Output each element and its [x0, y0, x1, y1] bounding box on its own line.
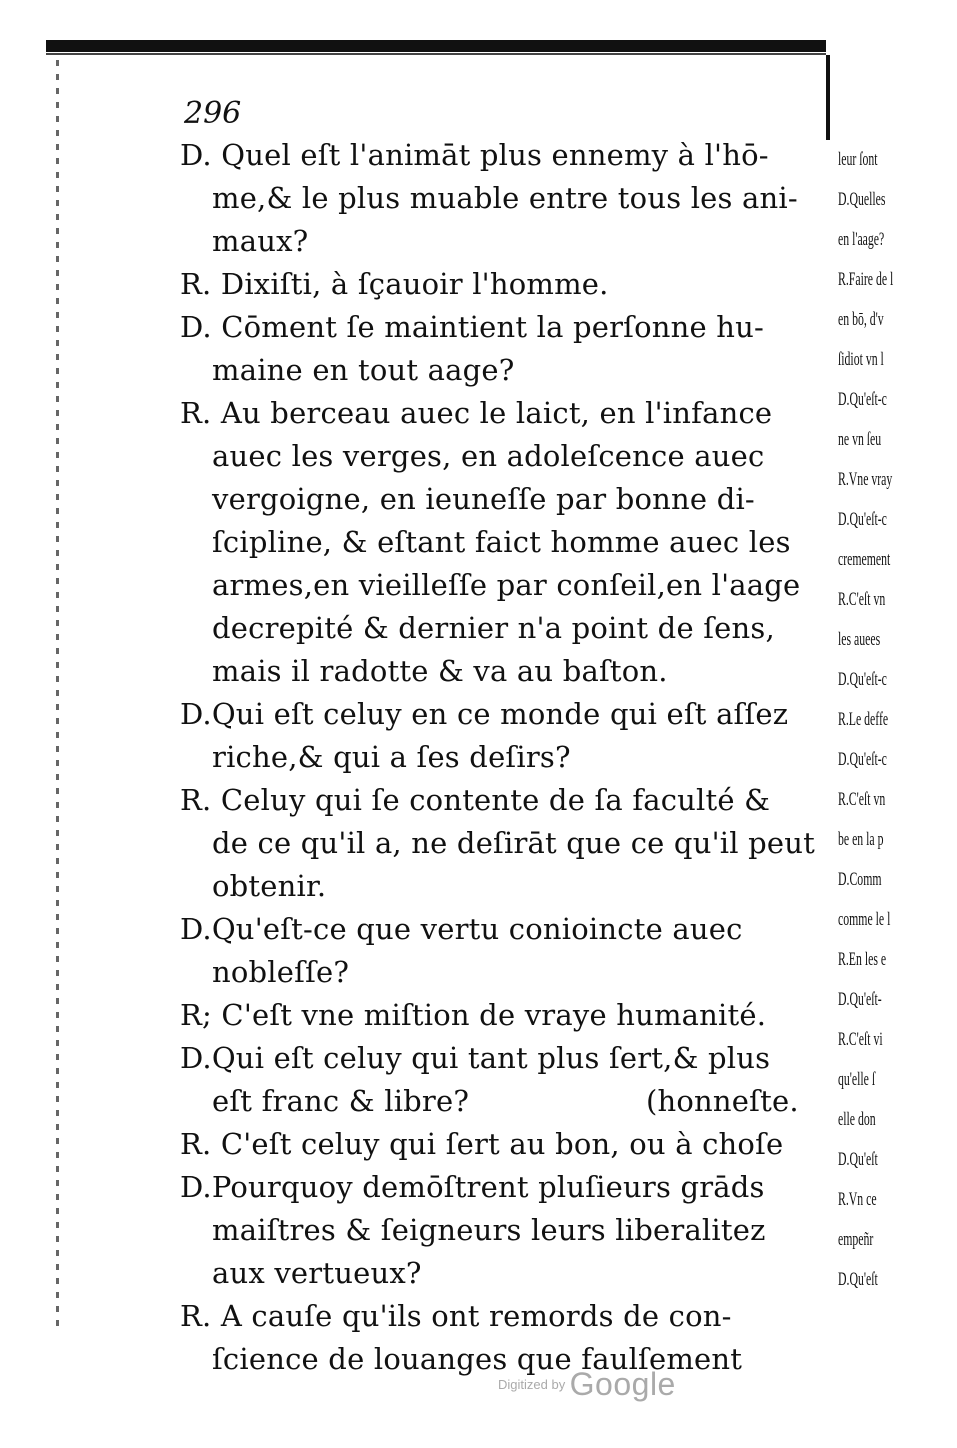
text-line: R; C'eſt vne miſtion de vraye humanité.: [180, 998, 767, 1032]
margin-line: D.Qu'eſt-: [838, 989, 882, 1010]
margin-line: qu'elle ſ: [838, 1069, 876, 1090]
margin-line: D.Qu'eſt-c: [838, 389, 887, 410]
margin-line: cremement: [838, 549, 891, 570]
text-line: mais il radotte & va au baſton.: [212, 654, 668, 688]
text-line: de ce qu'il a, ne deſirāt que ce qu'il peut: [212, 826, 815, 860]
margin-line: R.C'eſt vn: [838, 789, 886, 810]
top-rule: [46, 40, 826, 52]
margin-line: leur ſont: [838, 149, 878, 170]
margin-line: R.C'eſt vi: [838, 1029, 883, 1050]
text-line: (honneſte.: [646, 1084, 799, 1118]
text-line: me,& le plus muable entre tous les ani-: [212, 181, 798, 215]
margin-line: ſidiot vn l: [838, 349, 884, 370]
text-line: D.Qui eſt celuy qui tant plus ſert,& plus: [180, 1041, 771, 1075]
margin-line: empeñr: [838, 1229, 874, 1250]
text-line: R. A cauſe qu'ils ont remords de con-: [180, 1299, 732, 1333]
margin-line: D.Qu'eſt-c: [838, 749, 887, 770]
margin-line: D.Qu'eſt-c: [838, 509, 887, 530]
margin-line: D.Comm: [838, 869, 882, 890]
text-line: aux vertueux?: [212, 1256, 422, 1290]
margin-line: ne vn ſeu: [838, 429, 882, 450]
text-line: D.Pourquoy demōſtrent pluſieurs grāds: [180, 1170, 765, 1204]
facing-page-fragment: [838, 148, 953, 1318]
text-line: R. Dixiſti, à ſçauoir l'homme.: [180, 267, 609, 301]
text-line: D. Cōment ſe maintient la perſonne hu-: [180, 310, 765, 344]
margin-line: be en la p: [838, 829, 884, 850]
text-line: maux?: [212, 224, 309, 258]
margin-line: D.Qu'eſt: [838, 1269, 878, 1290]
google-logo: Google: [569, 1366, 676, 1402]
margin-line: D.Quelles: [838, 189, 886, 210]
top-rule-thin: [46, 53, 826, 55]
watermark-prefix: Digitized by: [498, 1377, 566, 1392]
text-line: decrepité & dernier n'a point de ſens,: [212, 611, 775, 645]
digitized-watermark: [498, 1366, 676, 1403]
margin-line: R.Vne vray: [838, 469, 893, 490]
margin-line: R.Vn ce: [838, 1189, 877, 1210]
text-line: R. Au berceau auec le laict, en l'infance: [180, 396, 773, 430]
text-line: eſt franc & libre?: [212, 1084, 470, 1118]
margin-line: les auees: [838, 629, 881, 650]
text-line: ſcipline, & eſtant faict homme auec les: [212, 525, 791, 559]
margin-line: R.C'eſt vn: [838, 589, 886, 610]
text-line: R. C'eſt celuy qui ſert au bon, ou à choſe: [180, 1127, 784, 1161]
text-line: vergoigne, en ieuneſſe par bonne di-: [212, 482, 755, 516]
text-line: D. Quel eſt l'animāt plus ennemy à l'hō-: [180, 138, 769, 172]
margin-line: R.Faire de l: [838, 269, 894, 290]
text-line: nobleſſe?: [212, 955, 350, 989]
margin-line: R.En les e: [838, 949, 887, 970]
text-line: R. Celuy qui ſe contente de ſa faculté &: [180, 783, 771, 817]
text-line: D.Qui eſt celuy en ce monde qui eſt aſſez: [180, 697, 789, 731]
margin-line: D.Qu'eſt-c: [838, 669, 887, 690]
text-line: auec les verges, en adoleſcence auec: [212, 439, 765, 473]
margin-line: en bō, d'v: [838, 309, 884, 330]
left-page-edge: [56, 60, 59, 1330]
text-line: maine en tout aage?: [212, 353, 515, 387]
margin-line: en l'aage?: [838, 229, 885, 250]
margin-line: D.Qu'eſt: [838, 1149, 878, 1170]
margin-line: elle don: [838, 1109, 876, 1130]
margin-line: R.Le deffe: [838, 709, 889, 730]
page-number: 296: [184, 96, 242, 131]
text-line: D.Qu'eſt-ce que vertu conioincte auec: [180, 912, 743, 946]
text-line: obtenir.: [212, 869, 327, 903]
text-line: armes,en vieilleſſe par conſeil,en l'aage: [212, 568, 801, 602]
margin-line: comme le l: [838, 909, 891, 930]
text-line: ſcience de louanges que faulſement: [212, 1342, 743, 1376]
text-line: riche,& qui a ſes deſirs?: [212, 740, 571, 774]
text-line: maiſtres & ſeigneurs leurs liberalitez: [212, 1213, 766, 1247]
page-gutter-bar: [826, 55, 830, 140]
